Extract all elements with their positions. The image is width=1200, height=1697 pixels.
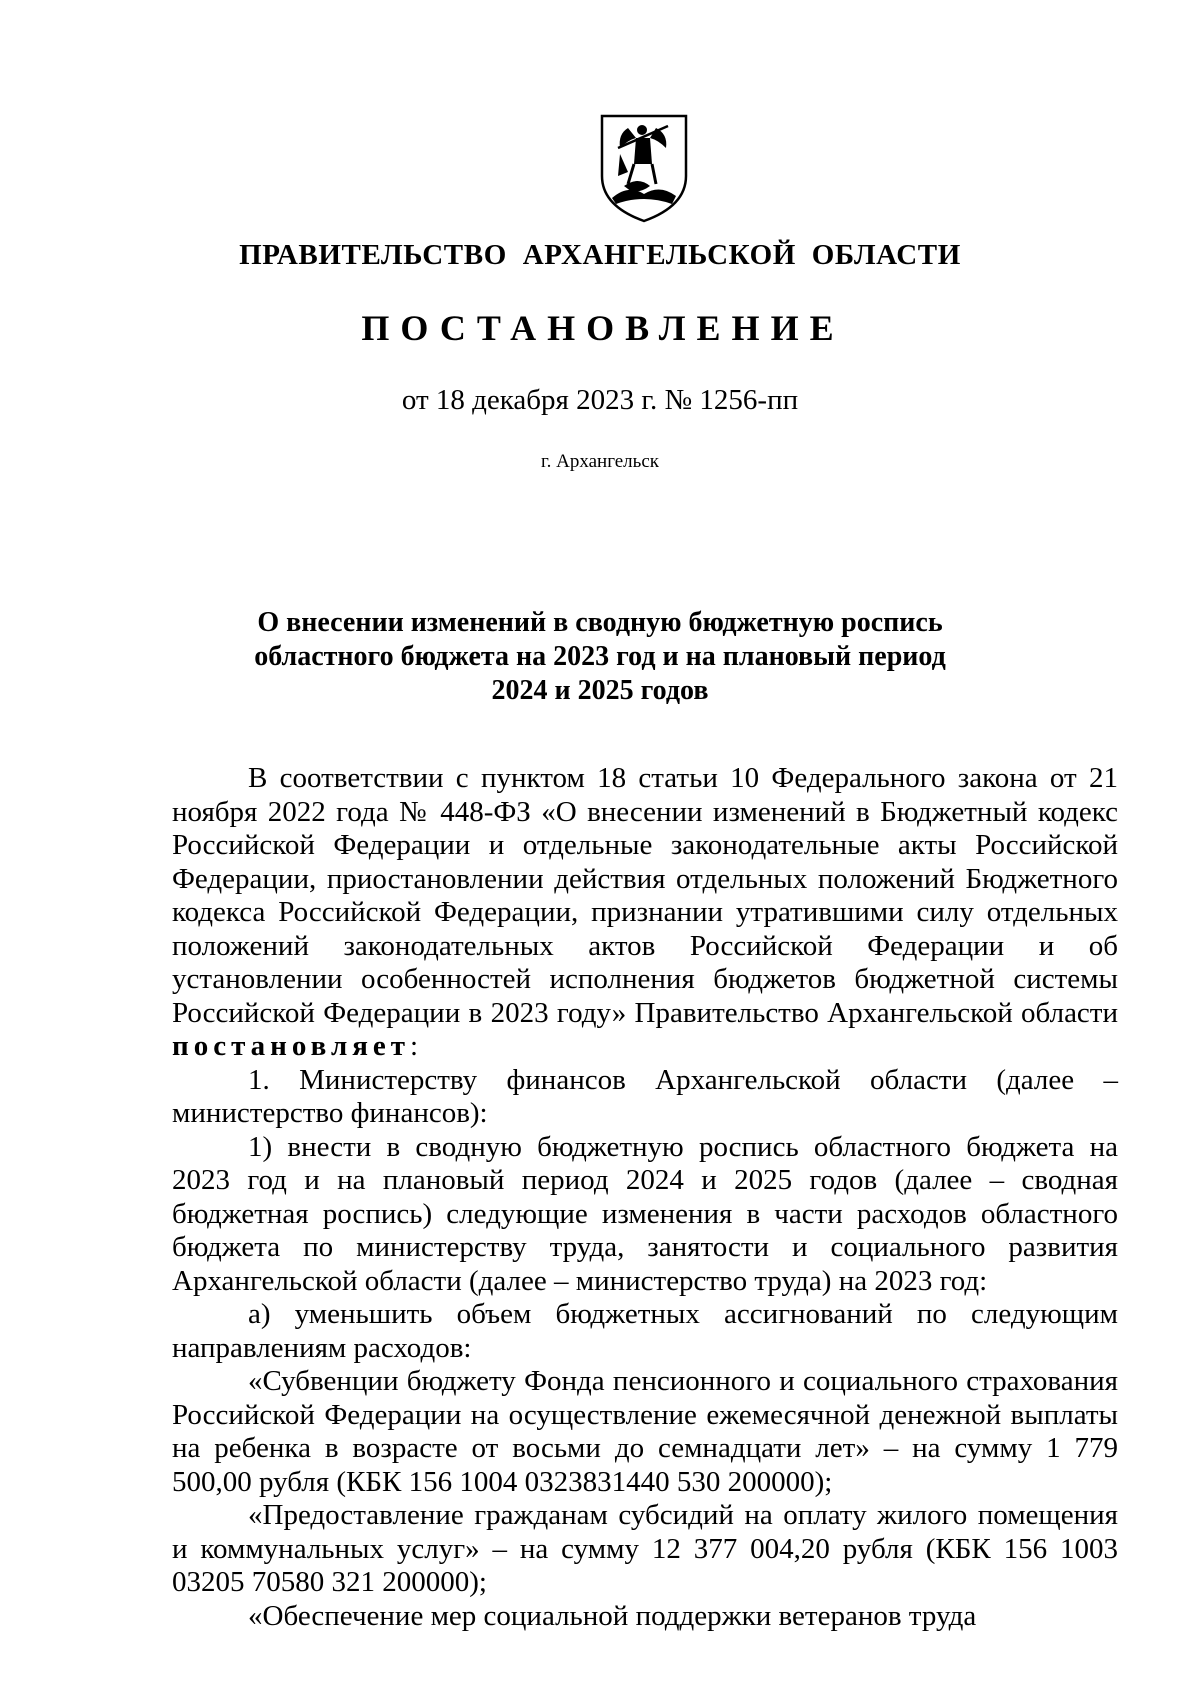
coat-of-arms-icon xyxy=(598,114,690,224)
document-date-number: от 18 декабря 2023 г. № 1256-пп xyxy=(401,384,799,416)
title-line-1: О внесении изменений в сводную бюджетную роспись xyxy=(257,607,943,638)
document-title xyxy=(0,606,1200,708)
expense-item-2: «Предоставление гражданам субсидий на оплату жилого помещения и коммунальных услуг» – на сумму 12 377 004,20 рубля (КБК 156 1003 03205 70580 321 200000); xyxy=(172,1499,1118,1598)
expense-item-1: «Субвенции бюджету Фонда пенсионного и социального страхования Российской Федерации на осуществление ежемесячной денежной выплаты на ребенка в возрасте от восьми до семнадцати лет» – на сумму 1 779 500,00 рубля (КБК 156 1004 0323831440 530 200000); xyxy=(172,1365,1118,1498)
document-city: г. Архангельск xyxy=(540,451,659,472)
title-line-2: областного бюджета на 2023 год и на плановый период xyxy=(254,641,946,672)
clause-1-1: 1) внести в сводную бюджетную роспись областного бюджета на 2023 год и на плановый период 2024 и 2025 годов (далее – сводная бюджетная роспись) следующие изменения в части расходов областного бюджета по министерству труда, занятости и социального развития Архангельской области (далее – министерство труда) на 2023 год: xyxy=(172,1130,1118,1297)
decree-keyword: постановляет xyxy=(172,1030,411,1062)
organization-name: ПРАВИТЕЛЬСТВО АРХАНГЕЛЬСКОЙ ОБЛАСТИ xyxy=(239,239,961,271)
document-type: ПОСТАНОВЛЕНИЕ xyxy=(361,308,845,348)
preamble-end: : xyxy=(410,1030,419,1062)
preamble-text: В соответствии с пунктом 18 статьи 10 Федерального закона от 21 ноября 2022 года № 448-ФЗ «О внесении изменений в Бюджетный кодекс Российской Федерации и отдельные законодательные акты Российской Федерации, приостановлении действия отдельных положений Бюджетного кодекса Российской Федерации, признании утратившими силу отдельных положений законодательных актов Российской Федерации и об установлении особенностей исполнения бюджетов бюджетной системы Российской Федерации в 2023 году» Правительство Архангельской области xyxy=(172,762,1118,1029)
clause-1-1-a: а) уменьшить объем бюджетных ассигнований по следующим направлениям расходов: xyxy=(172,1298,1118,1364)
document-body xyxy=(172,762,1118,1633)
clause-1: 1. Министерству финансов Архангельской области (далее – министерство финансов): xyxy=(172,1063,1118,1129)
title-line-3: 2024 и 2025 годов xyxy=(491,675,709,706)
expense-item-3: «Обеспечение мер социальной поддержки ветеранов труда xyxy=(248,1599,977,1632)
preamble-paragraph xyxy=(172,762,1118,1064)
